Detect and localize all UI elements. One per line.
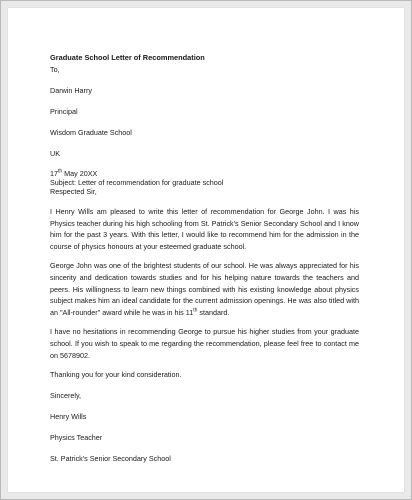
closing: Sincerely, (50, 391, 82, 401)
recipient-org: Wisdom Graduate School (50, 128, 132, 137)
signer-title: Physics Teacher (50, 433, 103, 443)
date-rest: May 20XX (62, 169, 98, 178)
date-day: 17 (50, 169, 58, 178)
paragraph-2 (50, 260, 359, 318)
thanks-line: Thanking you for your kind consideration. (50, 370, 182, 380)
recipient-title: Principal (50, 107, 78, 116)
letter-body (50, 53, 359, 464)
letter-title: Graduate School Letter of Recommendation (50, 53, 205, 62)
date-suffix: th (58, 168, 63, 175)
paragraph-1: I Henry Wills am pleased to write this letter of recommendation for George John. I was his Physics teacher during his high schooling from St. Patrick's Senior Secondary School and I know him for the past 3 years. With this letter, I would like to recommend him for the admission in the course of physics honours at your esteemed graduate school. (50, 207, 359, 251)
salutation-to: To, (50, 65, 60, 74)
paragraph-2-end: standard. (197, 307, 230, 317)
signer-school: St. Patrick's Senior Secondary School (50, 454, 171, 464)
paragraph-2-main: George John was one of the brightest students of our school. He was always appreciated for his sincerity and dedication towards studies and for his helping nature towards the teachers and peers. His willingness to learn new things combined with his existing knowledge about physics subject makes him an ideal candidate for the current admission openings. He was also titled with an "All-rounder" award while he was in his 11 (50, 261, 359, 317)
letter-sheet (8, 8, 404, 492)
recipient-country: UK (50, 149, 60, 158)
letter-greeting: Respected Sir, (50, 187, 97, 196)
paragraph-3: I have no hesitations in recommending George to pursue his higher studies from your graduate school. If you wish to speak to me regarding the recommendation, please feel free to contact me on 5678902. (50, 327, 359, 360)
paragraph-2-sup: th (193, 307, 198, 314)
signer-name: Henry Wills (50, 412, 87, 422)
recipient-name: Darwin Harry (50, 86, 92, 95)
letter-subject: Subject: Letter of recommendation for graduate school (50, 178, 224, 187)
